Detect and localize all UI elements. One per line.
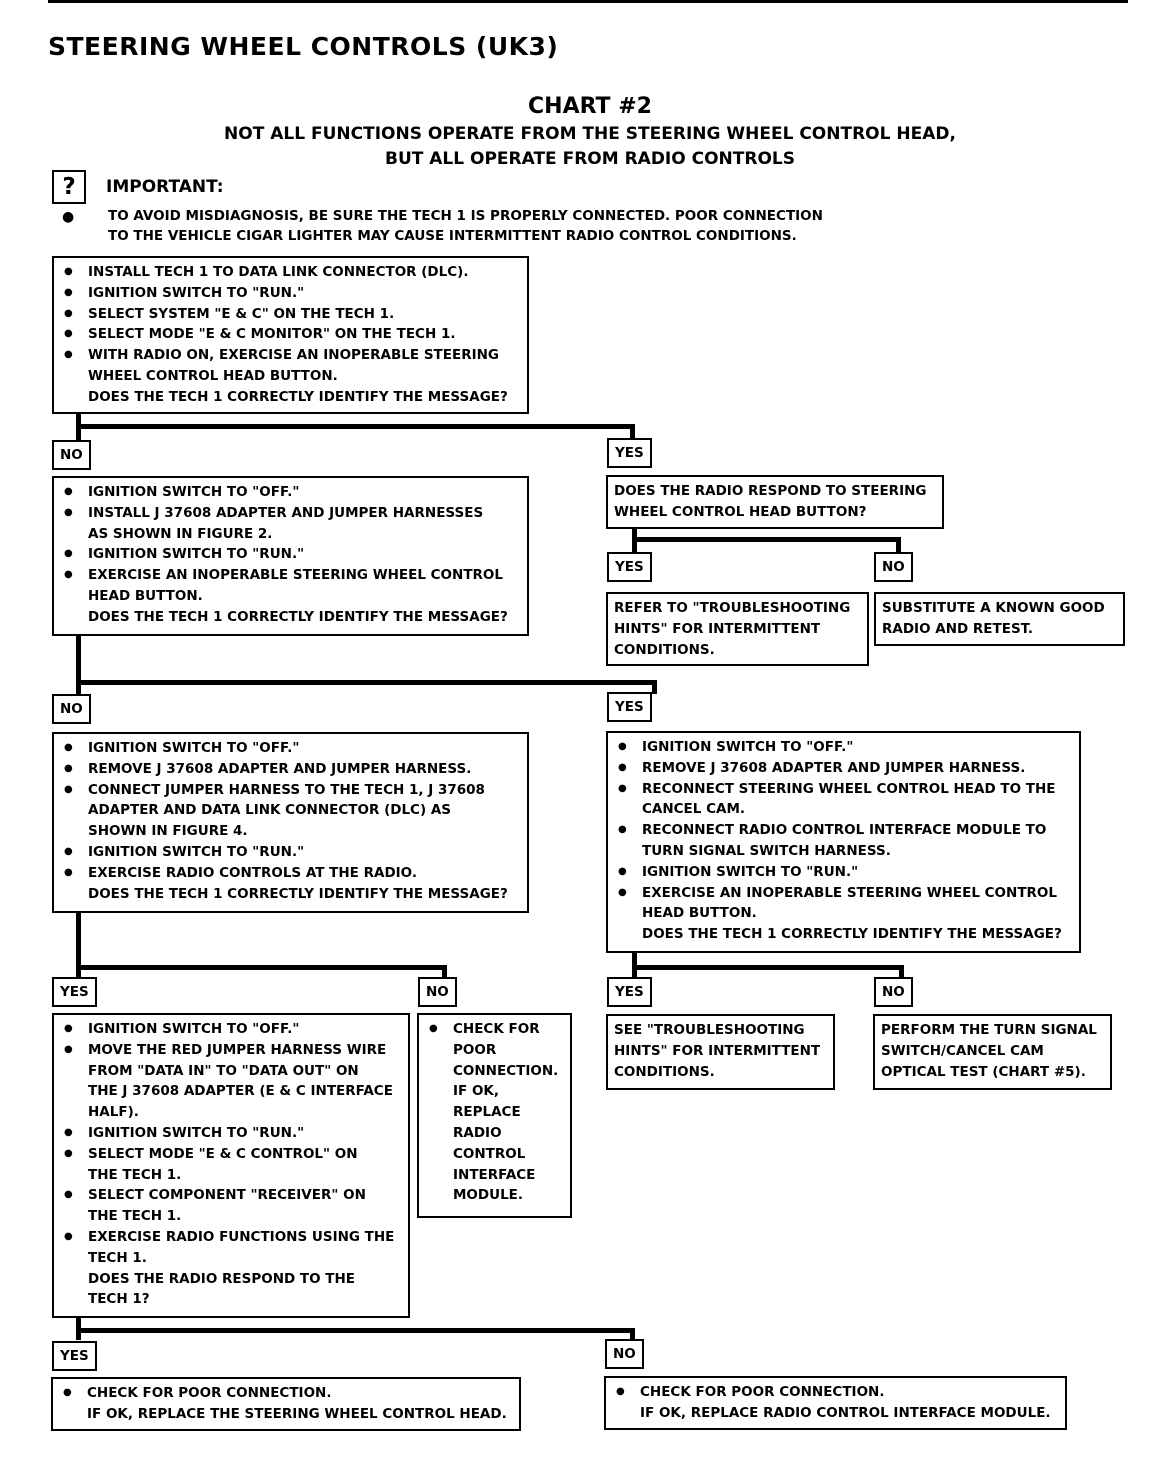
- step3-yes-item: ● EXERCISE AN INOPERABLE STEERING WHEEL CONTROL: [614, 883, 1073, 904]
- step4-no-item: ● CHECK FOR: [425, 1019, 564, 1040]
- step3-no-item: ● IGNITION SWITCH TO "OFF.": [60, 738, 521, 759]
- step1-item: ● INSTALL TECH 1 TO DATA LINK CONNECTOR (DLC).: [60, 262, 521, 283]
- step3-no-item-cont: ADAPTER AND DATA LINK CONNECTOR (DLC) AS: [88, 802, 451, 819]
- end-yes-box: [51, 1377, 521, 1431]
- label-no: NO: [874, 552, 913, 582]
- step4-yes-item: ● EXERCISE RADIO FUNCTIONS USING THE: [60, 1227, 402, 1248]
- step3-no-item: ● REMOVE J 37608 ADAPTER AND JUMPER HARNESS.: [60, 759, 521, 780]
- final-yes-yes-line: SEE "TROUBLESHOOTING: [614, 1022, 805, 1038]
- step3-no-box: [52, 732, 529, 913]
- step3-yes-item: ● IGNITION SWITCH TO "RUN.": [614, 862, 1073, 883]
- step4-yes-item-cont: FROM "DATA IN" TO "DATA OUT" ON: [88, 1062, 359, 1079]
- step4-yes-item: ● SELECT COMPONENT "RECEIVER" ON: [60, 1185, 402, 1206]
- top-rule: [48, 0, 1128, 3]
- end-yes-line: IF OK, REPLACE THE STEERING WHEEL CONTROL HEAD.: [87, 1405, 507, 1422]
- chart-subtitle-line2: BUT ALL OPERATE FROM RADIO CONTROLS: [384, 149, 795, 169]
- step2-no-question: DOES THE TECH 1 CORRECTLY IDENTIFY THE MESSAGE?: [88, 608, 508, 625]
- step3-no-item: ● IGNITION SWITCH TO "RUN.": [60, 842, 521, 863]
- step4-no-line: INTERFACE: [453, 1166, 536, 1183]
- connector: [76, 634, 81, 694]
- final-yes-yes-line: HINTS" FOR INTERMITTENT: [614, 1042, 821, 1059]
- important-label: IMPORTANT:: [106, 177, 224, 197]
- label-no: NO: [52, 440, 91, 470]
- label-yes: YES: [52, 977, 97, 1007]
- label-no: NO: [874, 977, 913, 1007]
- connector: [76, 1328, 635, 1333]
- step2-yes-line: DOES THE RADIO RESPOND TO STEERING: [614, 483, 927, 499]
- step4-yes-question: DOES THE RADIO RESPOND TO THE: [88, 1270, 356, 1287]
- step4-yes-item-cont: HALF).: [88, 1104, 139, 1121]
- step4-no-line: CONNECTION.: [453, 1062, 559, 1079]
- step1-item: ● SELECT SYSTEM "E & C" ON THE TECH 1.: [60, 304, 521, 325]
- connector: [76, 412, 81, 440]
- connector: [632, 965, 904, 970]
- step4-yes-item: ● MOVE THE RED JUMPER HARNESS WIRE: [60, 1040, 402, 1061]
- step3-no-item: ● EXERCISE RADIO CONTROLS AT THE RADIO.: [60, 863, 521, 884]
- page-title: STEERING WHEEL CONTROLS (UK3): [48, 32, 559, 61]
- step4-no-line: IF OK,: [453, 1083, 500, 1100]
- important-bullet-icon: ●: [62, 209, 75, 225]
- step3-yes-question: DOES THE TECH 1 CORRECTLY IDENTIFY THE MESSAGE?: [642, 926, 1062, 943]
- chart-subtitle-line1: NOT ALL FUNCTIONS OPERATE FROM THE STEERING WHEEL CONTROL HEAD,: [224, 124, 956, 144]
- label-no: NO: [418, 977, 457, 1007]
- step3-yes-item: ● IGNITION SWITCH TO "OFF.": [614, 737, 1073, 758]
- step4-no-line: CONTROL: [453, 1145, 526, 1162]
- step4-no-box: [417, 1013, 572, 1218]
- step3-yes-item-cont: TURN SIGNAL SWITCH HARNESS.: [642, 842, 891, 859]
- step2-no-item-cont: HEAD BUTTON.: [88, 587, 203, 604]
- final-yes-no-line: OPTICAL TEST (CHART #5).: [881, 1063, 1086, 1080]
- connector: [896, 537, 901, 552]
- end-no-box: [604, 1376, 1067, 1430]
- connector: [76, 680, 657, 685]
- step3-yes-item: ● RECONNECT STEERING WHEEL CONTROL HEAD TO THE: [614, 779, 1073, 800]
- step1-item: ● IGNITION SWITCH TO "RUN.": [60, 283, 521, 304]
- step4-no-line: MODULE.: [453, 1187, 524, 1204]
- step3-no-item: ● CONNECT JUMPER HARNESS TO THE TECH 1, J 37608: [60, 780, 521, 801]
- end-no-line: ● CHECK FOR POOR CONNECTION.: [612, 1382, 1059, 1403]
- radio-yes-line: HINTS" FOR INTERMITTENT: [614, 620, 821, 637]
- step2-no-item: ● IGNITION SWITCH TO "RUN.": [60, 544, 521, 565]
- label-yes: YES: [52, 1341, 97, 1371]
- step4-yes-item-cont: THE TECH 1.: [88, 1208, 182, 1225]
- connector: [442, 965, 447, 977]
- step2-no-item: ● EXERCISE AN INOPERABLE STEERING WHEEL CONTROL: [60, 565, 521, 586]
- step1-item: ● SELECT MODE "E & C MONITOR" ON THE TECH 1.: [60, 324, 521, 345]
- important-question-icon: ?: [52, 170, 86, 204]
- step3-yes-item-cont: CANCEL CAM.: [642, 801, 746, 818]
- step2-yes-box: [606, 475, 944, 529]
- step4-yes-item-cont: TECH 1.: [88, 1249, 147, 1266]
- label-yes: YES: [607, 438, 652, 468]
- connector: [652, 680, 657, 694]
- step1-box: [52, 256, 529, 414]
- step1-item: ● WITH RADIO ON, EXERCISE AN INOPERABLE STEERING: [60, 345, 521, 366]
- label-yes: YES: [607, 692, 652, 722]
- end-yes-line: ● CHECK FOR POOR CONNECTION.: [59, 1383, 513, 1404]
- step1-item-cont: WHEEL CONTROL HEAD BUTTON.: [88, 367, 338, 384]
- step3-yes-box: [606, 731, 1081, 953]
- step4-yes-item: ● IGNITION SWITCH TO "RUN.": [60, 1123, 402, 1144]
- radio-yes-line: REFER TO "TROUBLESHOOTING: [614, 600, 851, 616]
- final-yes-no-line: SWITCH/CANCEL CAM: [881, 1042, 1044, 1059]
- step3-no-item-cont: SHOWN IN FIGURE 4.: [88, 823, 248, 840]
- label-yes: YES: [607, 552, 652, 582]
- final-yes-yes-box: [606, 1014, 835, 1090]
- label-yes: YES: [607, 977, 652, 1007]
- end-no-line: IF OK, REPLACE RADIO CONTROL INTERFACE MODULE.: [640, 1404, 1051, 1421]
- connector: [76, 424, 635, 429]
- final-yes-yes-line: CONDITIONS.: [614, 1063, 715, 1080]
- step2-no-box: [52, 476, 529, 636]
- step2-no-item-cont: AS SHOWN IN FIGURE 2.: [88, 525, 273, 542]
- step4-yes-item: ● IGNITION SWITCH TO "OFF.": [60, 1019, 402, 1040]
- chart-number: CHART #2: [528, 94, 652, 119]
- step4-no-line: POOR: [453, 1041, 497, 1058]
- radio-yes-box: [606, 592, 869, 666]
- step2-no-item: ● IGNITION SWITCH TO "OFF.": [60, 482, 521, 503]
- step1-question: DOES THE TECH 1 CORRECTLY IDENTIFY THE MESSAGE?: [88, 388, 508, 405]
- connector: [76, 965, 447, 970]
- radio-no-line: SUBSTITUTE A KNOWN GOOD: [882, 600, 1105, 616]
- step4-yes-item: ● SELECT MODE "E & C CONTROL" ON: [60, 1144, 402, 1165]
- radio-no-line: RADIO AND RETEST.: [882, 620, 1033, 637]
- connector: [632, 537, 901, 542]
- label-no: NO: [605, 1339, 644, 1369]
- step3-no-question: DOES THE TECH 1 CORRECTLY IDENTIFY THE MESSAGE?: [88, 885, 508, 902]
- connector: [899, 965, 904, 977]
- step2-yes-line: WHEEL CONTROL HEAD BUTTON?: [614, 503, 867, 520]
- step4-yes-box: [52, 1013, 410, 1318]
- step3-yes-item-cont: HEAD BUTTON.: [642, 905, 757, 922]
- important-line1: TO AVOID MISDIAGNOSIS, BE SURE THE TECH 1 IS PROPERLY CONNECTED. POOR CONNECTION: [108, 208, 823, 224]
- final-yes-no-line: PERFORM THE TURN SIGNAL: [881, 1022, 1097, 1038]
- step4-no-line: RADIO: [453, 1124, 502, 1141]
- step3-yes-item: ● REMOVE J 37608 ADAPTER AND JUMPER HARNESS.: [614, 758, 1073, 779]
- radio-no-box: [874, 592, 1125, 646]
- label-no: NO: [52, 694, 91, 724]
- connector: [632, 951, 637, 977]
- connector: [632, 527, 637, 552]
- step4-yes-item-cont: THE J 37608 ADAPTER (E & C INTERFACE: [88, 1083, 393, 1100]
- important-line2: TO THE VEHICLE CIGAR LIGHTER MAY CAUSE INTERMITTENT RADIO CONTROL CONDITIONS.: [108, 228, 797, 244]
- step3-yes-item: ● RECONNECT RADIO CONTROL INTERFACE MODULE TO: [614, 820, 1073, 841]
- step2-no-item: ● INSTALL J 37608 ADAPTER AND JUMPER HARNESSES: [60, 503, 521, 524]
- radio-yes-line: CONDITIONS.: [614, 641, 715, 658]
- step4-yes-item-cont: THE TECH 1.: [88, 1166, 182, 1183]
- final-yes-no-box: [873, 1014, 1112, 1090]
- step4-yes-question: TECH 1?: [88, 1291, 150, 1308]
- step4-no-line: REPLACE: [453, 1104, 521, 1121]
